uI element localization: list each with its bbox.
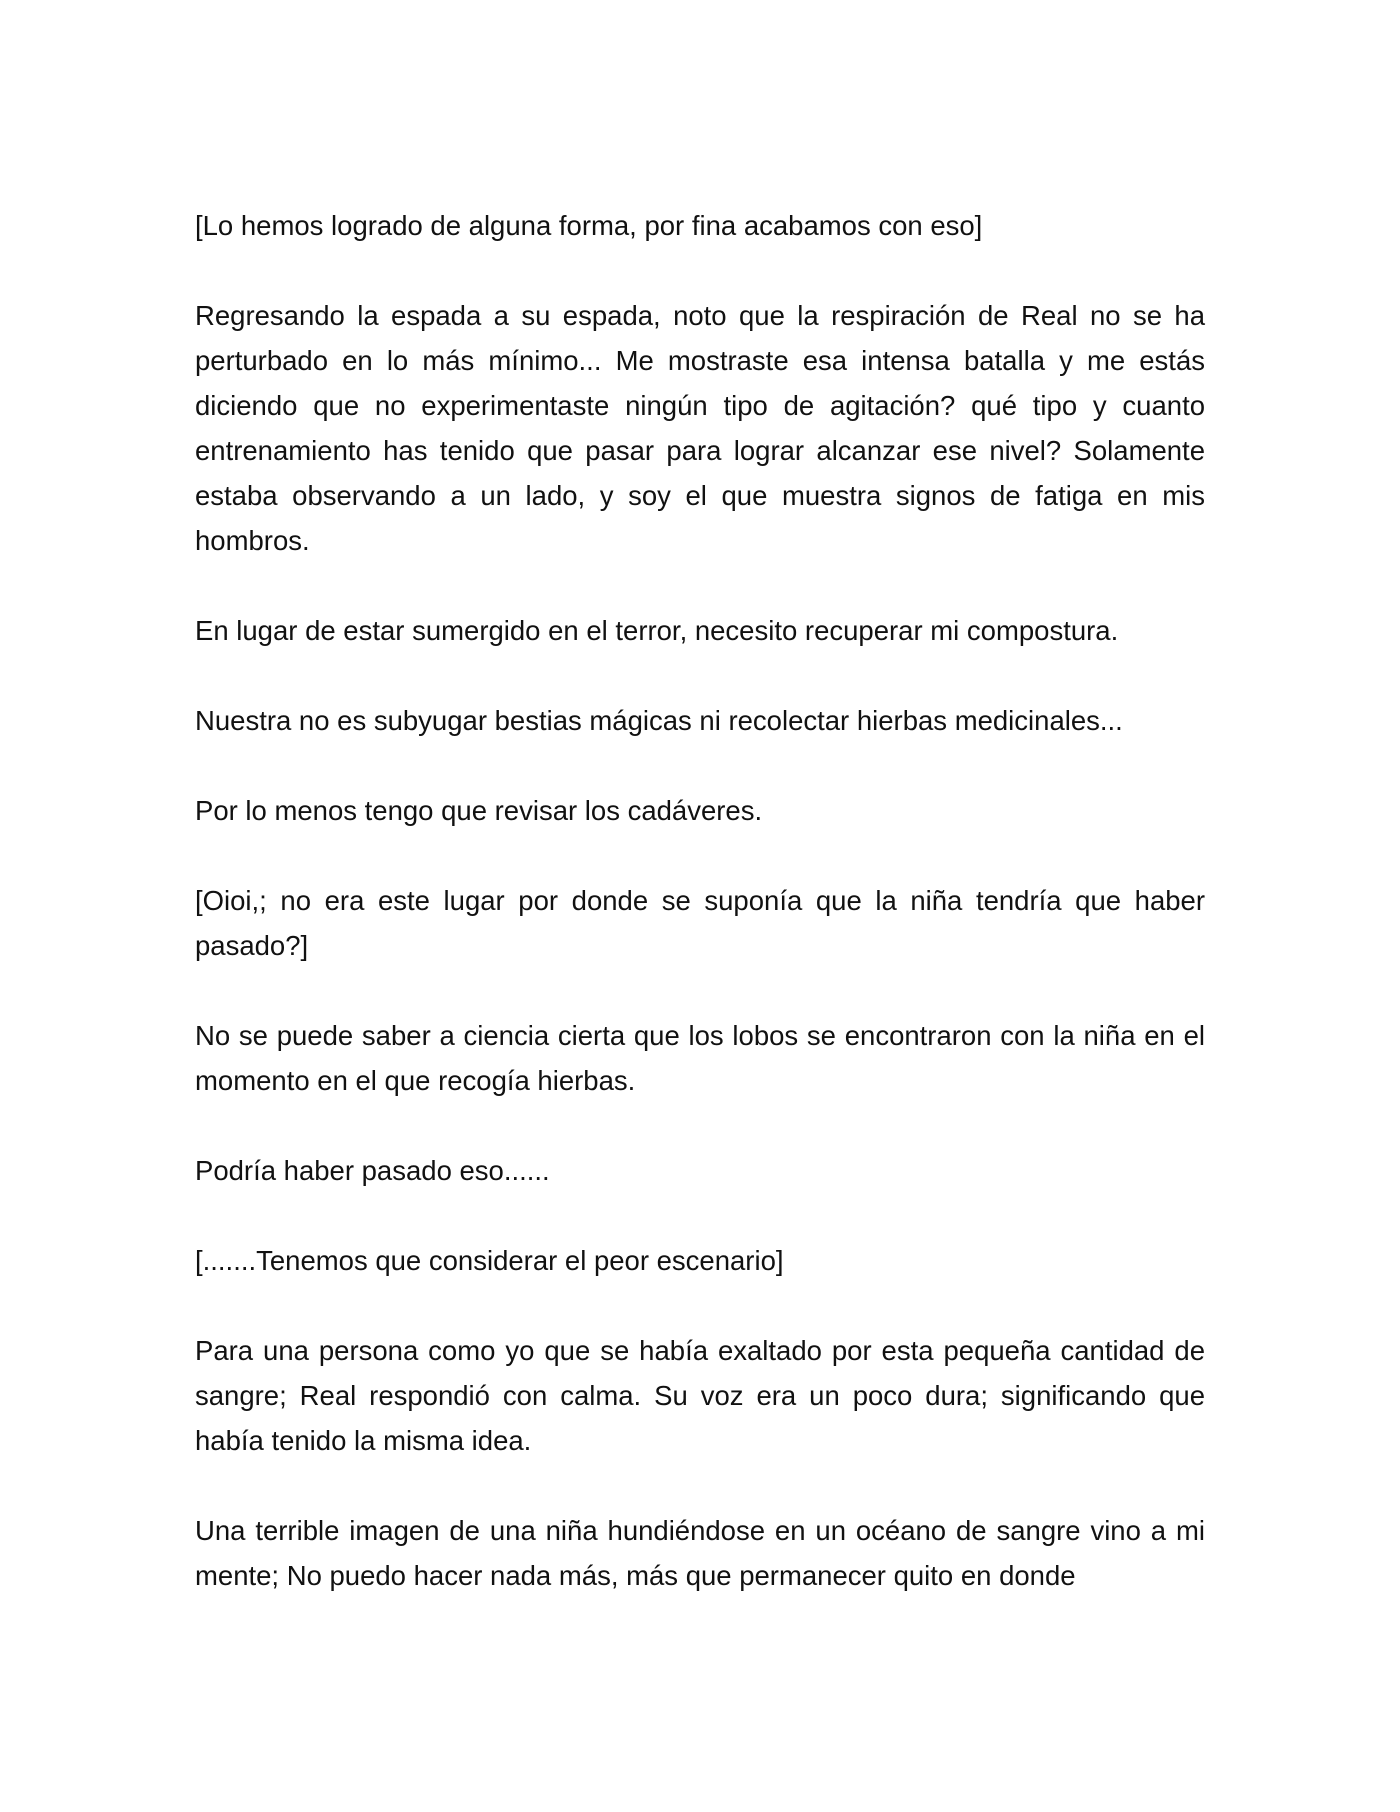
paragraph-dialogue-3: [.......Tenemos que considerar el peor escenario] xyxy=(195,1245,784,1276)
paragraph-narration-3: Nuestra no es subyugar bestias mágicas ni recolectar hierbas medicinales... xyxy=(195,705,1123,736)
paragraph-narration-8: Una terrible imagen de una niña hundiéndose en un océano de sangre vino a mi mente; No puedo hacer nada más, más que permanecer quito en donde xyxy=(195,1515,1205,1591)
paragraph-narration-1: Regresando la espada a su espada, noto que la respiración de Real no se ha perturbado en lo más mínimo... Me mostraste esa intensa batalla y me estás diciendo que no experimentaste ningún tipo de agitación? qué tipo y cuanto entrenamiento has tenido que pasar para lograr alcanzar ese nivel? Solamente estaba observando a un lado, y soy el que muestra signos de fatiga en mis hombros. xyxy=(195,300,1205,556)
paragraph-narration-7: Para una persona como yo que se había exaltado por esta pequeña cantidad de sangre; Real respondió con calma. Su voz era un poco dura; significando que había tenido la misma idea. xyxy=(195,1335,1205,1456)
paragraph-narration-5: No se puede saber a ciencia cierta que los lobos se encontraron con la niña en el momento en el que recogía hierbas. xyxy=(195,1020,1205,1096)
document-page xyxy=(195,203,1205,1598)
paragraph-dialogue-2: [Oioi,; no era este lugar por donde se suponía que la niña tendría que haber pasado?] xyxy=(195,885,1205,961)
paragraph-narration-2: En lugar de estar sumergido en el terror, necesito recuperar mi compostura. xyxy=(195,615,1119,646)
paragraph-narration-4: Por lo menos tengo que revisar los cadáveres. xyxy=(195,795,763,826)
paragraph-dialogue-1: [Lo hemos logrado de alguna forma, por fina acabamos con eso] xyxy=(195,210,983,241)
paragraph-narration-6: Podría haber pasado eso...... xyxy=(195,1155,550,1186)
